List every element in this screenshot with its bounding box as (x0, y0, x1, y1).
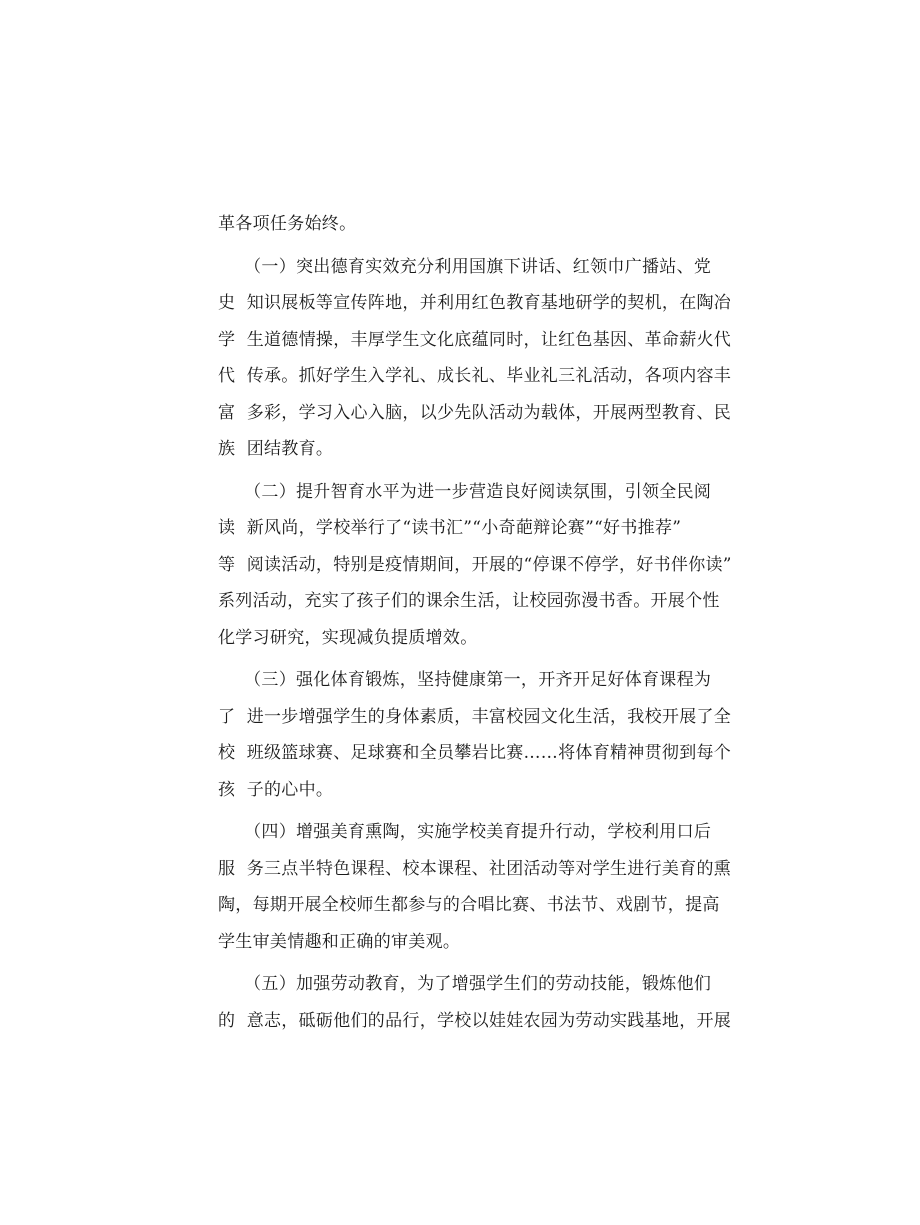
text-line: 系列活动，充实了孩子们的课余生活，让校园弥漫书香。开展个性 (218, 591, 720, 611)
text-line: 革各项任务始终。 (218, 214, 357, 234)
text-line: 学 生道德情操，丰厚学生文化底蕴同时，让红色基因、革命薪火代 (218, 329, 732, 350)
text-line: 化学习研究，实现减负提质增效。 (218, 627, 478, 648)
text-line: 陶，每期开展全校师生都参与的合唱比赛、书法节、戏剧节，提高 (218, 895, 720, 915)
paragraph-physical-education (218, 662, 732, 808)
text-line: （二）提升智育水平为进一步营造良好阅读氛围，引领全民阅 (218, 481, 712, 502)
text-line: 学生审美情趣和正确的审美观。 (218, 931, 461, 952)
paragraph-intro-end (218, 206, 698, 243)
text-line: 服 务三点半特色课程、校本课程、社团活动等对学生进行美育的熏 (218, 858, 732, 879)
text-line: （一）突出德育实效充分利用国旗下讲话、红领巾广播站、党 (218, 256, 712, 277)
paragraph-moral-education (218, 249, 732, 468)
text-line: （三）强化体育锻炼，坚持健康第一，开齐开足好体育课程为 (218, 670, 712, 690)
text-line: 族 团结教育。 (218, 439, 334, 459)
text-line: 的 意志，砥砺他们的品行，学校以娃娃农园为劳动实践基地，开展 (218, 1010, 732, 1031)
text-line: 了 进一步增强学生的身体素质，丰富校园文化生活，我校开展了全 (218, 706, 732, 727)
paragraph-aesthetic-education (218, 814, 732, 960)
text-line: 代 传承。抓好学生入学礼、成长礼、毕业礼三礼活动，各项内容丰 (218, 366, 732, 386)
text-line: 读 新风尚，学校举行了“读书汇”“小奇葩辩论赛”“好书推荐” (218, 518, 682, 538)
text-line: （四）增强美育熏陶，实施学校美育提升行动，学校利用口后 (218, 822, 712, 842)
text-line: 孩 子的心中。 (218, 779, 334, 800)
text-line: 校 班级篮球赛、足球赛和全员攀岩比赛……将体育精神贯彻到每个 (218, 743, 732, 763)
text-line: 等 阅读活动，特别是疫情期间，开展的“停课不停学，好书伴你读” (218, 554, 732, 575)
text-line: （五）加强劳动教育，为了增强学生们的劳动技能，锻炼他们 (218, 974, 712, 994)
text-line: 史 知识展板等宣传阵地，并利用红色教育基地研学的契机，在陶冶 (218, 293, 732, 313)
document-body (218, 206, 732, 1039)
paragraph-labor-education (218, 966, 732, 1039)
text-line: 富 多彩，学习入心入脑，以少先队活动为载体，开展两型教育、民 (218, 402, 732, 423)
paragraph-intellectual-education (218, 474, 732, 657)
